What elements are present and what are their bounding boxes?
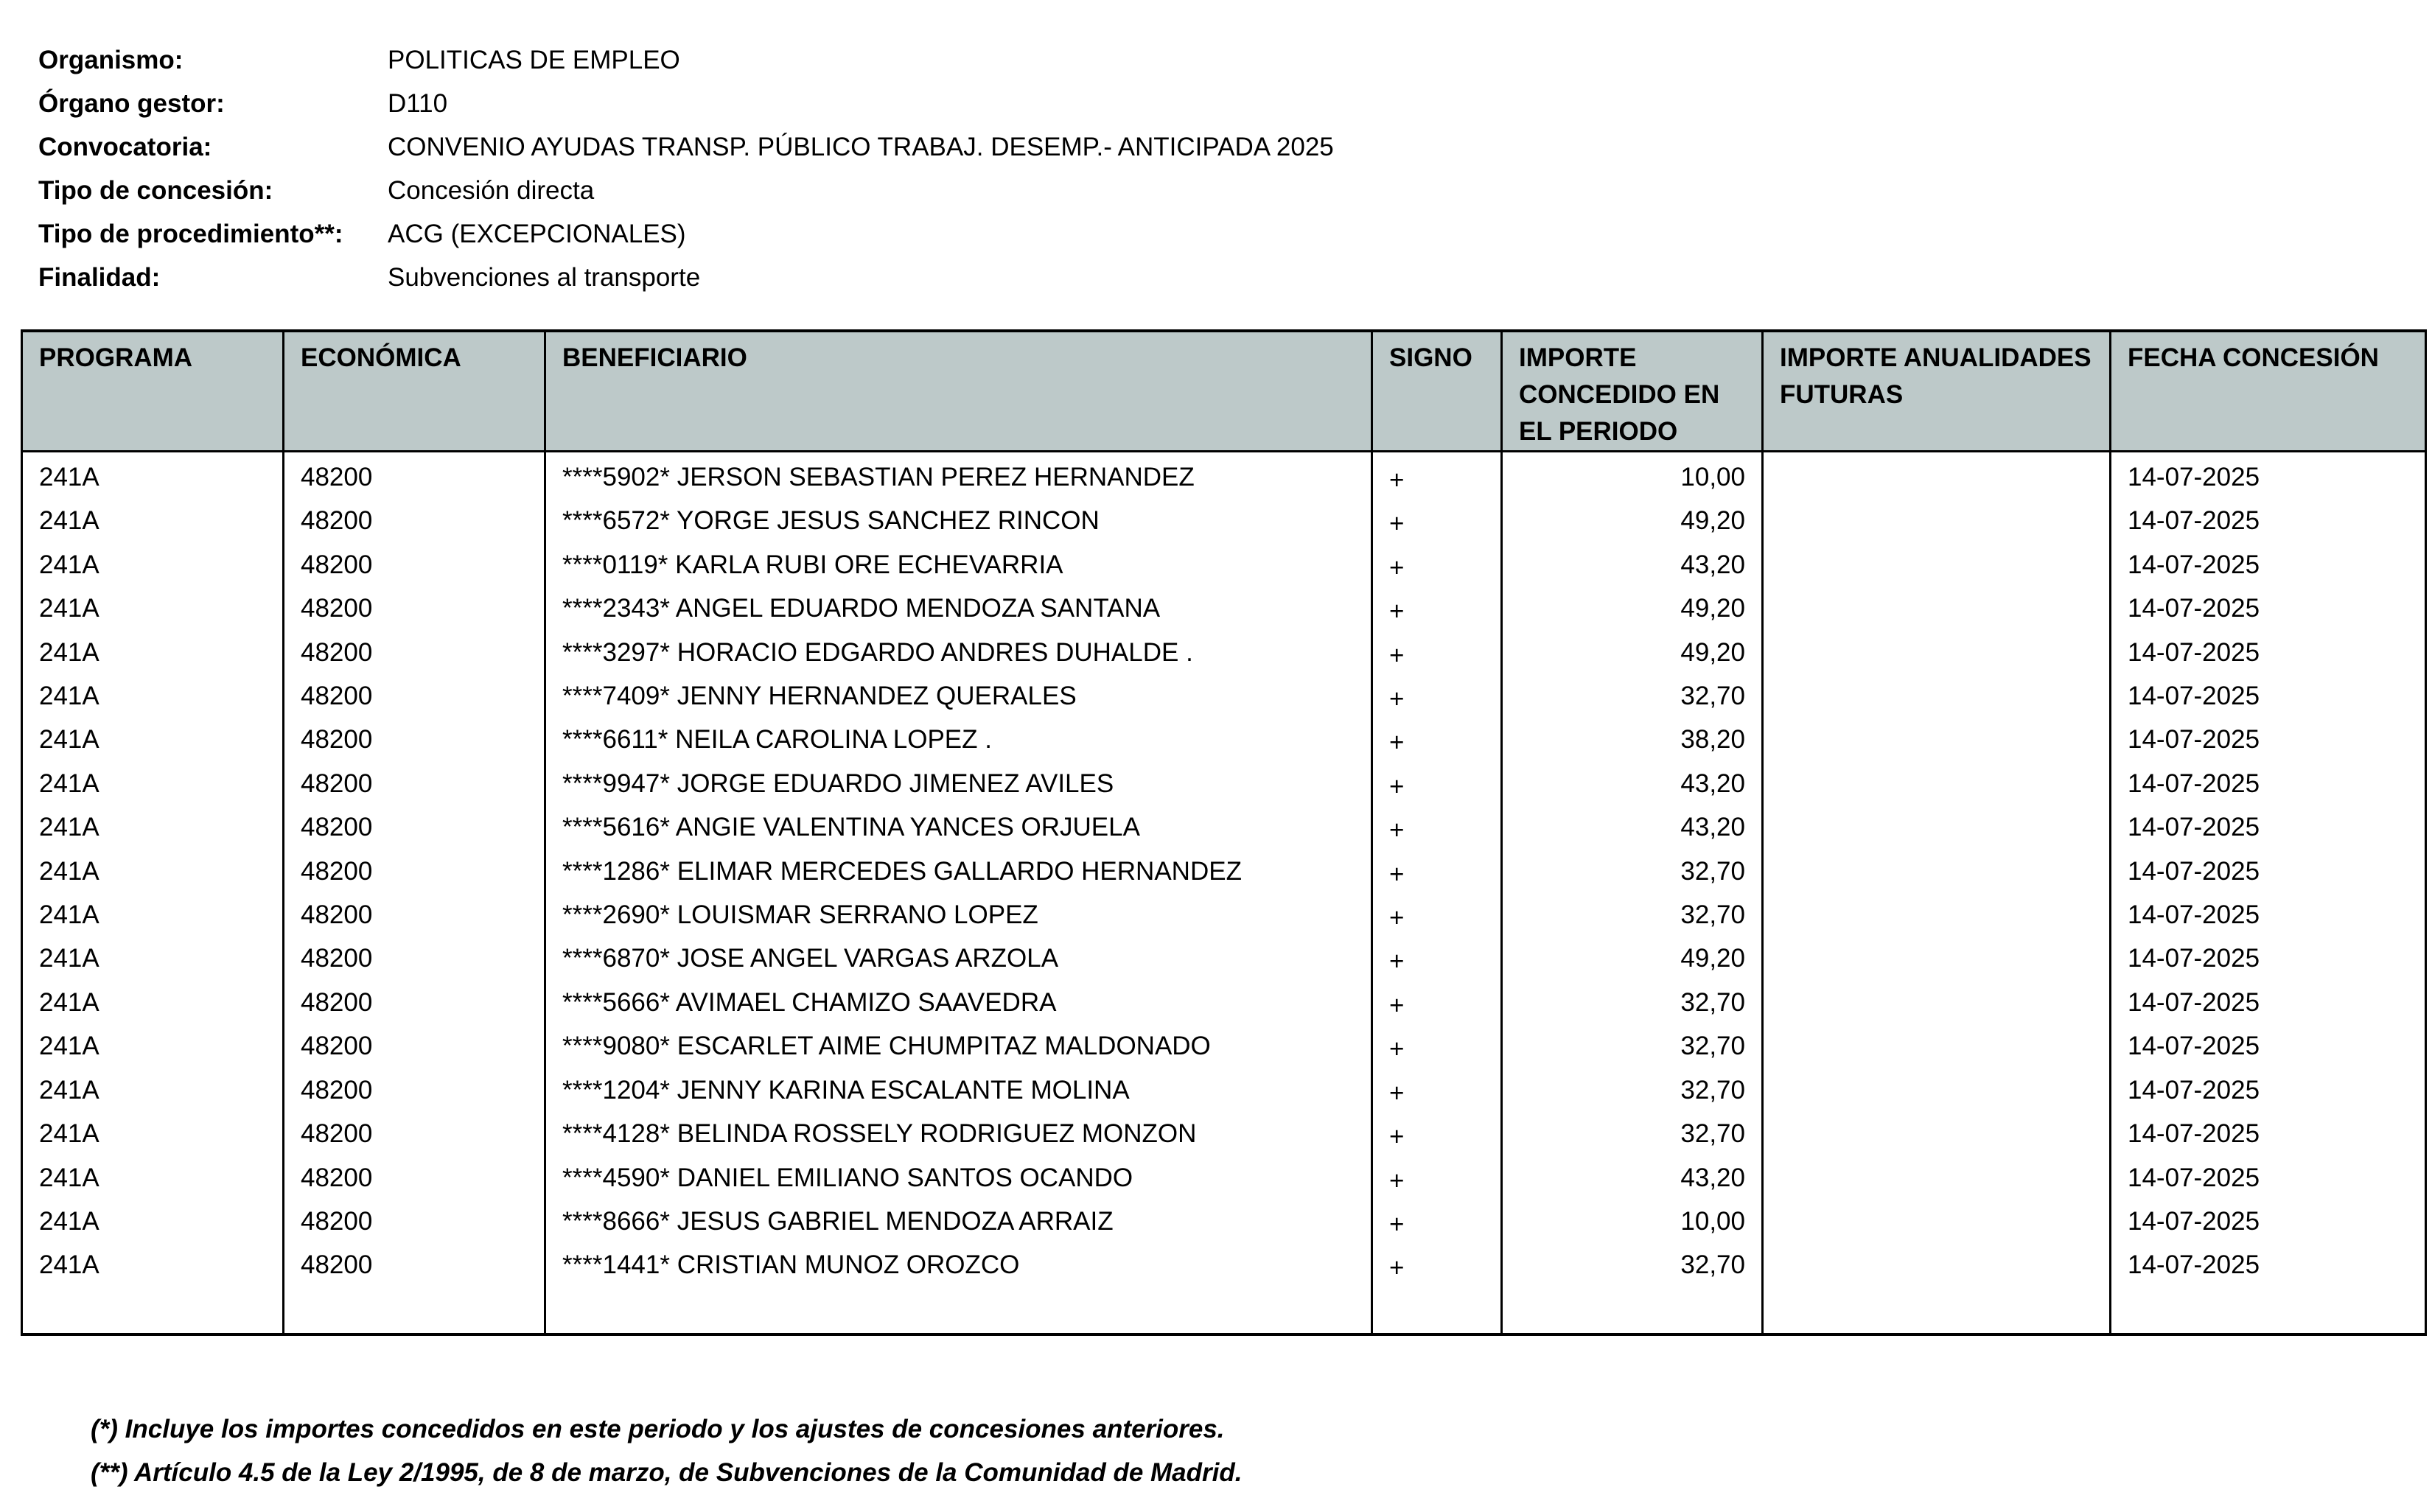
table-row — [22, 981, 2426, 1024]
cell-beneficiario: ****9080* ESCARLET AIME CHUMPITAZ MALDONADO — [545, 1024, 1372, 1068]
cell-importe-futuras — [1763, 543, 2111, 587]
cell-importe-periodo: 43,20 — [1502, 543, 1763, 587]
cell-programa: 241A — [22, 674, 284, 718]
cell-importe-periodo: 43,20 — [1502, 805, 1763, 849]
cell-fecha-concesion: 14-07-2025 — [2111, 893, 2426, 937]
cell-beneficiario: ****3297* HORACIO EDGARDO ANDRES DUHALDE . — [545, 631, 1372, 674]
cell-programa: 241A — [22, 452, 284, 500]
cell-signo — [1372, 543, 1502, 587]
cell-importe-periodo: 32,70 — [1502, 981, 1763, 1024]
spacer-cell — [545, 1287, 1372, 1334]
sign-value: + — [1389, 640, 1405, 670]
table-row — [22, 1200, 2426, 1243]
footnote: (**) Artículo 4.5 de la Ley 2/1995, de 8 de marzo, de Subvenciones de la Comunidad de Madrid. — [91, 1458, 1243, 1487]
cell-economica: 48200 — [284, 499, 545, 542]
cell-programa: 241A — [22, 1243, 284, 1287]
cell-economica: 48200 — [284, 1200, 545, 1243]
column-header-importe-futuras: IMPORTE ANUALIDADES FUTURAS — [1763, 331, 2111, 452]
cell-programa: 241A — [22, 893, 284, 937]
cell-importe-periodo: 43,20 — [1502, 1156, 1763, 1200]
sign-value: + — [1389, 1209, 1405, 1239]
cell-beneficiario: ****6611* NEILA CAROLINA LOPEZ . — [545, 718, 1372, 761]
cell-importe-periodo: 10,00 — [1502, 452, 1763, 500]
cell-economica: 48200 — [284, 674, 545, 718]
cell-beneficiario: ****4128* BELINDA ROSSELY RODRIGUEZ MONZON — [545, 1112, 1372, 1155]
cell-fecha-concesion: 14-07-2025 — [2111, 674, 2426, 718]
sign-value: + — [1389, 947, 1405, 976]
meta-row-tipo-procedimiento — [38, 212, 1334, 256]
cell-importe-periodo: 32,70 — [1502, 1243, 1763, 1287]
footnotes — [91, 1407, 1242, 1494]
cell-economica: 48200 — [284, 937, 545, 980]
cell-importe-futuras — [1763, 1024, 2111, 1068]
meta-value: CONVENIO AYUDAS TRANSP. PÚBLICO TRABAJ. DESEMP.- ANTICIPADA 2025 — [388, 132, 1334, 161]
meta-label: Órgano gestor: — [38, 88, 225, 118]
cell-importe-periodo: 38,20 — [1502, 718, 1763, 761]
meta-row-organismo — [38, 38, 1334, 82]
cell-signo — [1372, 674, 1502, 718]
cell-beneficiario: ****2690* LOUISMAR SERRANO LOPEZ — [545, 893, 1372, 937]
cell-importe-futuras — [1763, 452, 2111, 500]
cell-economica: 48200 — [284, 850, 545, 893]
meta-value: ACG (EXCEPCIONALES) — [388, 219, 686, 248]
cell-importe-futuras — [1763, 1200, 2111, 1243]
meta-label: Convocatoria: — [38, 132, 212, 161]
cell-importe-futuras — [1763, 1156, 2111, 1200]
column-header-importe-periodo: IMPORTE CONCEDIDO EN EL PERIODO — [1502, 331, 1763, 452]
column-header-fecha: FECHA CONCESIÓN — [2111, 331, 2426, 452]
cell-beneficiario: ****5616* ANGIE VALENTINA YANCES ORJUELA — [545, 805, 1372, 849]
cell-importe-periodo: 32,70 — [1502, 1112, 1763, 1155]
table-row — [22, 937, 2426, 980]
cell-importe-futuras — [1763, 1243, 2111, 1287]
cell-beneficiario: ****6572* YORGE JESUS SANCHEZ RINCON — [545, 499, 1372, 542]
cell-importe-futuras — [1763, 893, 2111, 937]
concessions-table — [21, 329, 2427, 1336]
table-header-row — [22, 331, 2426, 452]
table-bottom-spacer — [22, 1287, 2426, 1334]
table-row — [22, 1156, 2426, 1200]
meta-value: Subvenciones al transporte — [388, 262, 701, 292]
cell-importe-periodo: 49,20 — [1502, 631, 1763, 674]
cell-programa: 241A — [22, 1156, 284, 1200]
cell-signo — [1372, 452, 1502, 500]
cell-fecha-concesion: 14-07-2025 — [2111, 1068, 2426, 1112]
meta-value: D110 — [388, 88, 448, 118]
table-row — [22, 499, 2426, 542]
sign-value: + — [1389, 1122, 1405, 1152]
cell-programa: 241A — [22, 762, 284, 805]
table-row — [22, 1024, 2426, 1068]
cell-fecha-concesion: 14-07-2025 — [2111, 631, 2426, 674]
meta-value: Concesión directa — [388, 175, 595, 205]
cell-signo — [1372, 1156, 1502, 1200]
meta-row-organo-gestor — [38, 82, 1334, 125]
footnote: (*) Incluye los importes concedidos en este periodo y los ajustes de concesiones anteriores. — [91, 1415, 1225, 1443]
cell-economica: 48200 — [284, 718, 545, 761]
spacer-cell — [2111, 1287, 2426, 1334]
cell-fecha-concesion: 14-07-2025 — [2111, 587, 2426, 630]
cell-beneficiario: ****1204* JENNY KARINA ESCALANTE MOLINA — [545, 1068, 1372, 1112]
table-row — [22, 631, 2426, 674]
sign-value: + — [1389, 1078, 1405, 1107]
cell-economica: 48200 — [284, 1156, 545, 1200]
cell-fecha-concesion: 14-07-2025 — [2111, 981, 2426, 1024]
cell-signo — [1372, 762, 1502, 805]
cell-fecha-concesion: 14-07-2025 — [2111, 1112, 2426, 1155]
cell-fecha-concesion: 14-07-2025 — [2111, 1024, 2426, 1068]
cell-programa: 241A — [22, 718, 284, 761]
cell-fecha-concesion: 14-07-2025 — [2111, 1200, 2426, 1243]
cell-economica: 48200 — [284, 631, 545, 674]
cell-economica: 48200 — [284, 587, 545, 630]
cell-importe-futuras — [1763, 587, 2111, 630]
cell-fecha-concesion: 14-07-2025 — [2111, 718, 2426, 761]
cell-importe-futuras — [1763, 1068, 2111, 1112]
cell-beneficiario: ****0119* KARLA RUBI ORE ECHEVARRIA — [545, 543, 1372, 587]
cell-fecha-concesion: 14-07-2025 — [2111, 850, 2426, 893]
cell-beneficiario: ****7409* JENNY HERNANDEZ QUERALES — [545, 674, 1372, 718]
table-row — [22, 893, 2426, 937]
cell-fecha-concesion: 14-07-2025 — [2111, 762, 2426, 805]
cell-signo — [1372, 937, 1502, 980]
cell-programa: 241A — [22, 543, 284, 587]
cell-programa: 241A — [22, 587, 284, 630]
document-metadata — [38, 38, 1334, 299]
cell-importe-futuras — [1763, 937, 2111, 980]
sign-value: + — [1389, 728, 1405, 757]
cell-importe-periodo: 49,20 — [1502, 499, 1763, 542]
sign-value: + — [1389, 509, 1405, 539]
cell-beneficiario: ****9947* JORGE EDUARDO JIMENEZ AVILES — [545, 762, 1372, 805]
cell-signo — [1372, 1024, 1502, 1068]
cell-signo — [1372, 893, 1502, 937]
table-row — [22, 1243, 2426, 1287]
cell-importe-periodo: 32,70 — [1502, 674, 1763, 718]
cell-importe-futuras — [1763, 805, 2111, 849]
cell-signo — [1372, 805, 1502, 849]
cell-signo — [1372, 587, 1502, 630]
cell-economica: 48200 — [284, 762, 545, 805]
cell-signo — [1372, 1243, 1502, 1287]
cell-fecha-concesion: 14-07-2025 — [2111, 543, 2426, 587]
spacer-cell — [22, 1287, 284, 1334]
table-row — [22, 1112, 2426, 1155]
sign-value: + — [1389, 597, 1405, 626]
cell-programa: 241A — [22, 631, 284, 674]
cell-fecha-concesion: 14-07-2025 — [2111, 1243, 2426, 1287]
column-header-beneficiario: BENEFICIARIO — [545, 331, 1372, 452]
table-row — [22, 452, 2426, 500]
cell-economica: 48200 — [284, 543, 545, 587]
cell-importe-periodo: 10,00 — [1502, 1200, 1763, 1243]
table-row — [22, 718, 2426, 761]
cell-beneficiario: ****6870* JOSE ANGEL VARGAS ARZOLA — [545, 937, 1372, 980]
cell-importe-futuras — [1763, 981, 2111, 1024]
cell-economica: 48200 — [284, 452, 545, 500]
meta-row-tipo-concesion — [38, 169, 1334, 212]
column-header-programa: PROGRAMA — [22, 331, 284, 452]
cell-importe-futuras — [1763, 631, 2111, 674]
cell-economica: 48200 — [284, 1243, 545, 1287]
sign-value: + — [1389, 1166, 1405, 1195]
cell-importe-futuras — [1763, 850, 2111, 893]
cell-economica: 48200 — [284, 1112, 545, 1155]
cell-importe-futuras — [1763, 762, 2111, 805]
table-row — [22, 587, 2426, 630]
cell-programa: 241A — [22, 1068, 284, 1112]
cell-importe-futuras — [1763, 1112, 2111, 1155]
cell-signo — [1372, 631, 1502, 674]
table-body — [22, 452, 2426, 1334]
cell-programa: 241A — [22, 981, 284, 1024]
cell-beneficiario: ****1286* ELIMAR MERCEDES GALLARDO HERNANDEZ — [545, 850, 1372, 893]
cell-economica: 48200 — [284, 1024, 545, 1068]
cell-programa: 241A — [22, 805, 284, 849]
cell-signo — [1372, 850, 1502, 893]
table-row — [22, 674, 2426, 718]
cell-programa: 241A — [22, 850, 284, 893]
cell-programa: 241A — [22, 937, 284, 980]
cell-economica: 48200 — [284, 893, 545, 937]
cell-signo — [1372, 1068, 1502, 1112]
cell-signo — [1372, 718, 1502, 761]
cell-beneficiario: ****1441* CRISTIAN MUNOZ OROZCO — [545, 1243, 1372, 1287]
cell-programa: 241A — [22, 1024, 284, 1068]
cell-importe-periodo: 32,70 — [1502, 850, 1763, 893]
cell-importe-futuras — [1763, 499, 2111, 542]
cell-signo — [1372, 1200, 1502, 1243]
spacer-cell — [1502, 1287, 1763, 1334]
sign-value: + — [1389, 859, 1405, 889]
sign-value: + — [1389, 771, 1405, 801]
sign-value: + — [1389, 685, 1405, 714]
cell-programa: 241A — [22, 1112, 284, 1155]
meta-label: Organismo: — [38, 45, 184, 74]
meta-row-finalidad — [38, 256, 1334, 299]
cell-fecha-concesion: 14-07-2025 — [2111, 937, 2426, 980]
cell-signo — [1372, 499, 1502, 542]
cell-beneficiario: ****4590* DANIEL EMILIANO SANTOS OCANDO — [545, 1156, 1372, 1200]
table-row — [22, 805, 2426, 849]
table-row — [22, 1068, 2426, 1112]
cell-importe-periodo: 32,70 — [1502, 1068, 1763, 1112]
sign-value: + — [1389, 553, 1405, 582]
sign-value: + — [1389, 1035, 1405, 1064]
table-row — [22, 762, 2426, 805]
meta-row-convocatoria — [38, 125, 1334, 169]
cell-importe-periodo: 32,70 — [1502, 893, 1763, 937]
spacer-cell — [1372, 1287, 1502, 1334]
cell-importe-periodo: 43,20 — [1502, 762, 1763, 805]
cell-economica: 48200 — [284, 805, 545, 849]
sign-value: + — [1389, 816, 1405, 845]
cell-signo — [1372, 981, 1502, 1024]
cell-programa: 241A — [22, 499, 284, 542]
sign-value: + — [1389, 990, 1405, 1020]
cell-signo — [1372, 1112, 1502, 1155]
cell-fecha-concesion: 14-07-2025 — [2111, 1156, 2426, 1200]
cell-economica: 48200 — [284, 981, 545, 1024]
cell-economica: 48200 — [284, 1068, 545, 1112]
cell-programa: 241A — [22, 1200, 284, 1243]
cell-beneficiario: ****5666* AVIMAEL CHAMIZO SAAVEDRA — [545, 981, 1372, 1024]
meta-label: Tipo de concesión: — [38, 175, 273, 205]
table-row — [22, 543, 2426, 587]
cell-importe-periodo: 49,20 — [1502, 937, 1763, 980]
spacer-cell — [1763, 1287, 2111, 1334]
sign-value: + — [1389, 903, 1405, 933]
cell-importe-futuras — [1763, 718, 2111, 761]
cell-importe-futuras — [1763, 674, 2111, 718]
sign-value: + — [1389, 1253, 1405, 1283]
cell-importe-periodo: 49,20 — [1502, 587, 1763, 630]
cell-fecha-concesion: 14-07-2025 — [2111, 805, 2426, 849]
cell-fecha-concesion: 14-07-2025 — [2111, 452, 2426, 500]
cell-beneficiario: ****2343* ANGEL EDUARDO MENDOZA SANTANA — [545, 587, 1372, 630]
sign-value: + — [1389, 466, 1405, 494]
cell-importe-periodo: 32,70 — [1502, 1024, 1763, 1068]
cell-beneficiario: ****5902* JERSON SEBASTIAN PEREZ HERNANDEZ — [545, 452, 1372, 500]
meta-value: POLITICAS DE EMPLEO — [388, 45, 680, 74]
spacer-cell — [284, 1287, 545, 1334]
meta-label: Tipo de procedimiento**: — [38, 219, 343, 248]
column-header-signo: SIGNO — [1372, 331, 1502, 452]
table-row — [22, 850, 2426, 893]
cell-beneficiario: ****8666* JESUS GABRIEL MENDOZA ARRAIZ — [545, 1200, 1372, 1243]
column-header-economica: ECONÓMICA — [284, 331, 545, 452]
cell-fecha-concesion: 14-07-2025 — [2111, 499, 2426, 542]
meta-label: Finalidad: — [38, 262, 161, 292]
